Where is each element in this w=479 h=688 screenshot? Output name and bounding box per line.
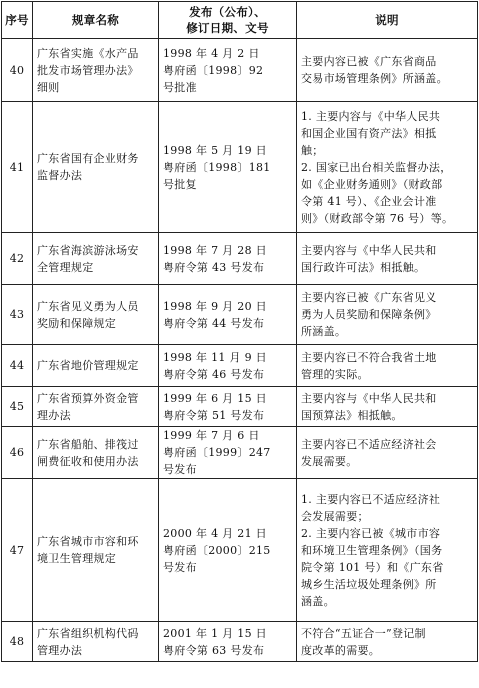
remarks-line: 则》（财政部令第 76 号）等。 (301, 211, 454, 225)
row-number-cell: 45 (2, 387, 33, 427)
remarks-cell (297, 102, 478, 233)
issue-date-line: 1998 年 5 月 19 日 (163, 143, 267, 157)
regulation-name-line: 全管理规定 (37, 260, 94, 274)
issue-date-line: 1999 年 6 月 15 日 (163, 391, 267, 405)
remarks-cell (297, 39, 478, 102)
remarks-line: 度改革的需要。 (301, 643, 381, 657)
issue-date-cell (159, 285, 297, 345)
table-row (2, 102, 478, 233)
issue-date-line: 1998 年 7 月 28 日 (163, 243, 267, 257)
table-row (2, 622, 478, 662)
remarks-line: 不符合“五证合一”登记制 (301, 626, 426, 640)
issue-date-line: 号发布 (163, 560, 197, 574)
regulation-name-line: 细则 (37, 80, 60, 94)
regulation-name-cell (33, 39, 159, 102)
regulation-name-cell (33, 102, 159, 233)
row-number-cell: 48 (2, 622, 33, 662)
remarks-line: 管理的实际。 (301, 367, 369, 381)
regulations-table (1, 1, 478, 662)
issue-date-line: 粤府函〔1998〕181 (163, 160, 271, 174)
remarks-line: 如《企业财务通则》（财政部 (301, 177, 443, 191)
issue-date-cell (159, 479, 297, 622)
remarks-line: 发展需要。 (301, 454, 358, 468)
regulation-name-cell (33, 427, 159, 479)
header-date-line: 发布（公布）、 (189, 5, 266, 19)
remarks-line: 城乡生活垃圾处理条例》所 (301, 577, 437, 591)
regulation-name-line: 广东省组织机构代码 (37, 626, 139, 640)
table-row (2, 285, 478, 345)
page (1, 1, 478, 662)
regulation-name-line: 广东省海滨游泳场安 (37, 243, 139, 257)
issue-date-line: 号批准 (163, 80, 197, 94)
issue-date-line: 粤府函〔2000〕215 (163, 543, 271, 557)
remarks-line: 2. 国家已出台相关监督办法， (301, 160, 452, 174)
remarks-line: 和国企业国有资产法》相抵 (301, 126, 437, 140)
regulation-name-line: 管理办法 (37, 643, 83, 657)
issue-date-line: 粤府函〔1998〕92 (163, 63, 264, 77)
remarks-line: 2. 主要内容已被《城市市容 (301, 526, 441, 540)
issue-date-cell (159, 387, 297, 427)
issue-date-line: 1998 年 11 月 9 日 (163, 350, 267, 364)
issue-date-line: 粤府函〔1999〕247 (163, 446, 271, 459)
remarks-cell (297, 233, 478, 285)
remarks-line: 主要内容与《中华人民共和 (301, 243, 437, 257)
table-body (2, 39, 478, 662)
remarks-line: 1. 主要内容已不适应经济社 (301, 492, 441, 506)
regulation-name-line: 广东省船舶、排筏过 (37, 437, 139, 451)
remarks-line: 主要内容已被《广东省见义 (301, 291, 437, 304)
issue-date-cell (159, 233, 297, 285)
remarks-line: 国预算法》相抵触。 (301, 408, 403, 422)
regulation-name-line: 监督办法 (37, 169, 83, 182)
row-number-cell: 43 (2, 285, 33, 345)
row-number-cell: 46 (2, 427, 33, 479)
table-row (2, 427, 478, 479)
remarks-line: 主要内容已被《广东省商品 (301, 55, 437, 68)
issue-date-line: 号批复 (163, 177, 197, 191)
remarks-line: 和环境卫生管理条例》（国务 (301, 543, 443, 557)
issue-date-line: 1999 年 7 月 6 日 (163, 429, 260, 442)
remarks-line: 交易市场管理条例》所涵盖。 (301, 72, 448, 85)
remarks-line: 院令第 101 号）和《广东省 (301, 560, 444, 574)
table-row (2, 387, 478, 427)
remarks-cell (297, 479, 478, 622)
row-number-cell: 42 (2, 233, 33, 285)
regulation-name-line: 广东省见义勇为人员 (37, 299, 139, 313)
issue-date-line: 粤府令第 43 号发布 (163, 260, 265, 274)
header-row (2, 2, 478, 39)
issue-date-line: 粤府令第 63 号发布 (163, 643, 265, 657)
regulation-name-cell (33, 387, 159, 427)
header-date (159, 2, 297, 39)
regulation-name-line: 闸费征收和使用办法 (37, 454, 139, 468)
remarks-line: 主要内容已不适应经济社会 (301, 437, 437, 451)
remarks-line: 触； (301, 143, 324, 157)
table-row (2, 479, 478, 622)
header-date-line: 修订日期、文号 (186, 21, 269, 35)
row-number-cell: 47 (2, 479, 33, 622)
remarks-line: 主要内容与《中华人民共和 (301, 391, 437, 405)
regulation-name-line: 广东省城市市容和环 (37, 535, 139, 548)
regulation-name-cell (33, 345, 159, 387)
header-name: 规章名称 (33, 2, 159, 39)
remarks-line: 所涵盖。 (301, 325, 347, 338)
remarks-line: 主要内容已不符合我省土地 (301, 350, 437, 364)
regulation-name-cell (33, 233, 159, 285)
issue-date-line: 粤府令第 46 号发布 (163, 367, 265, 381)
issue-date-cell (159, 102, 297, 233)
issue-date-cell (159, 427, 297, 479)
row-number-cell: 41 (2, 102, 33, 233)
table-row (2, 39, 478, 102)
remarks-line: 国行政许可法》相抵触。 (301, 260, 426, 274)
remarks-line: 会发展需要； (301, 509, 369, 523)
regulation-name-line: 广东省国有企业财务 (37, 152, 139, 165)
issue-date-cell (159, 39, 297, 102)
row-number-cell: 44 (2, 345, 33, 387)
regulation-name-line: 广东省地价管理规定 (37, 359, 139, 372)
regulation-name-cell (33, 479, 159, 622)
remarks-line: 令第 41 号）、《企业会计准 (301, 194, 437, 208)
table-row (2, 233, 478, 285)
issue-date-line: 号发布 (163, 463, 197, 476)
remarks-cell (297, 387, 478, 427)
row-number-cell: 40 (2, 39, 33, 102)
regulation-name-line: 批发市场管理办法》 (37, 63, 139, 77)
remarks-line: 涵盖。 (301, 594, 335, 608)
issue-date-cell (159, 345, 297, 387)
header-note: 说明 (297, 2, 478, 39)
issue-date-line: 1998 年 4 月 2 日 (163, 46, 260, 60)
issue-date-line: 2000 年 4 月 21 日 (163, 526, 267, 540)
issue-date-line: 粤府令第 44 号发布 (163, 316, 265, 330)
remarks-cell (297, 622, 478, 662)
header-seq: 序号 (2, 2, 33, 39)
remarks-line: 勇为人员奖励和保障条例》 (301, 308, 437, 321)
table-row (2, 345, 478, 387)
remarks-line: 1. 主要内容与《中华人民共 (301, 109, 441, 123)
issue-date-cell (159, 622, 297, 662)
remarks-cell (297, 345, 478, 387)
regulation-name-line: 奖励和保障规定 (37, 316, 117, 330)
regulation-name-line: 理办法 (37, 408, 71, 422)
issue-date-line: 1998 年 9 月 20 日 (163, 299, 267, 313)
regulation-name-cell (33, 622, 159, 662)
remarks-cell (297, 285, 478, 345)
regulation-name-line: 广东省实施《水产品 (37, 46, 139, 60)
issue-date-line: 粤府令第 51 号发布 (163, 408, 265, 422)
remarks-cell (297, 427, 478, 479)
regulation-name-line: 境卫生管理规定 (37, 552, 117, 565)
issue-date-line: 2001 年 1 月 15 日 (163, 626, 267, 640)
regulation-name-cell (33, 285, 159, 345)
regulation-name-line: 广东省预算外资金管 (37, 391, 139, 405)
